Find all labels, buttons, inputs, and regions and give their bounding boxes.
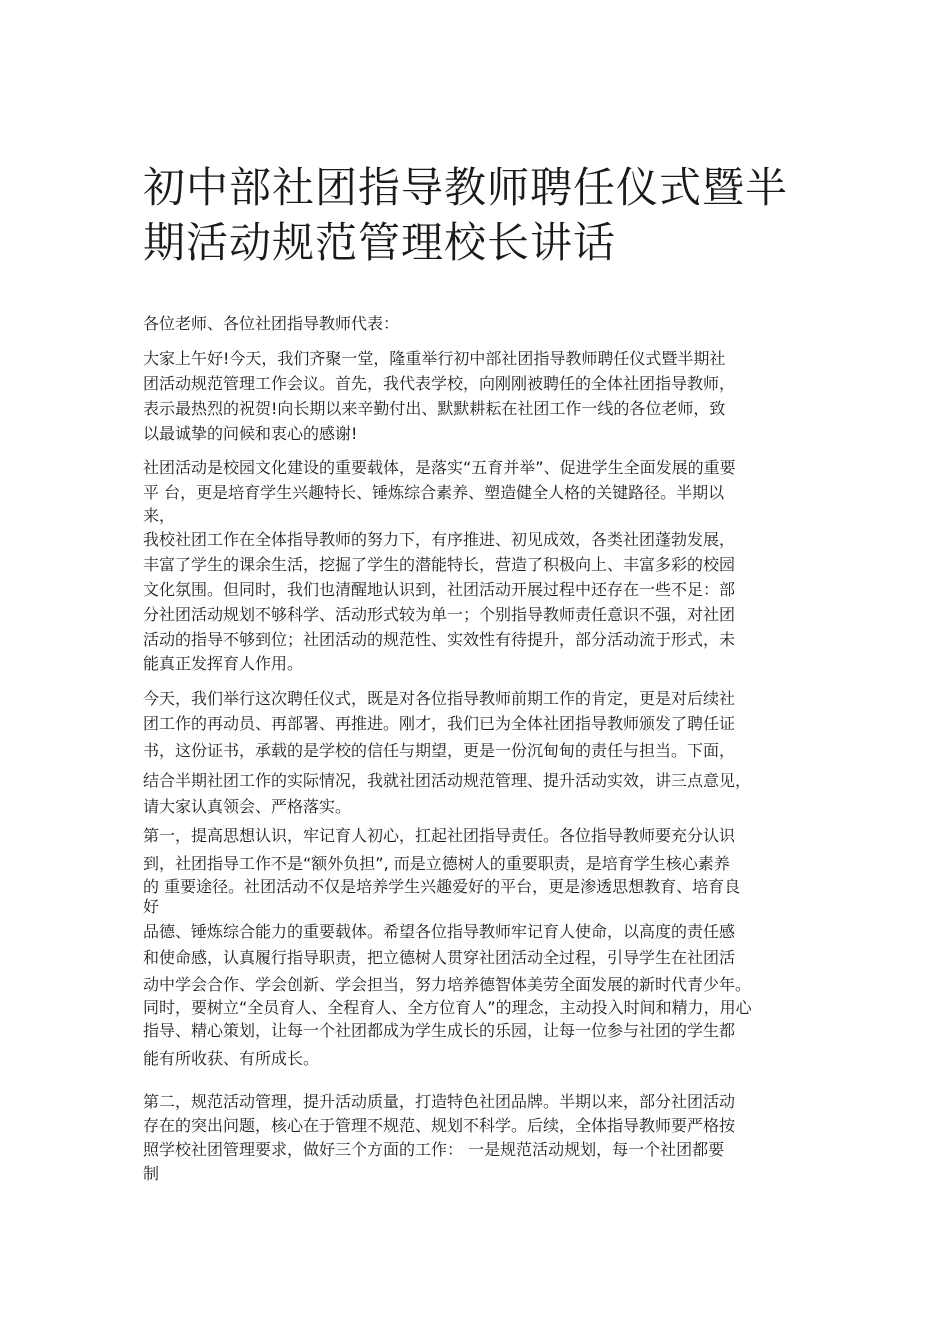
document-title xyxy=(143,160,823,270)
body-line: 同时，要树立“全员育人、全程育人、全方位育人”的理念，主动投入时间和精力，用心 xyxy=(143,998,752,1017)
body-line: 结合半期社团工作的实际情况，我就社团活动规范管理、提升活动实效，讲三点意见， xyxy=(143,771,752,790)
body-line: 到，社团指导工作不是“额外负担”, 而是立德树人的重要职责，是培育学生核心素养 xyxy=(143,854,730,873)
body-line: 第二，规范活动管理，提升活动质量，打造特色社团品牌。半期以来，部分社团活动 xyxy=(143,1092,736,1111)
body-line: 的 重要途径。社团活动不仅是培养学生兴趣爱好的平台，更是渗透思想教育、培育良 xyxy=(143,877,741,896)
body-line: 大家上午好!今天，我们齐聚一堂，隆重举行初中部社团指导教师聘任仪式暨半期社 xyxy=(143,349,726,368)
title-line-1: 初中部社团指导教师聘任仪式暨半 xyxy=(143,163,789,212)
body-line: 今天，我们举行这次聘任仪式，既是对各位指导教师前期工作的肯定，更是对后续社 xyxy=(143,689,736,708)
body-line: 照学校社团管理要求，做好三个方面的工作： 一是规范活动规划，每一个社团都要 xyxy=(143,1140,725,1159)
body-line: 社团活动是校园文化建设的重要载体，是落实“五育并举”、促进学生全面发展的重要 xyxy=(143,458,736,477)
body-line: 能有所收获、有所成长。 xyxy=(143,1049,320,1068)
body-line: 以最诚挚的问候和衷心的感谢! xyxy=(143,424,358,443)
body-line: 丰富了学生的课余生活，挖掘了学生的潜能特长，营造了积极向上、丰富多彩的校园 xyxy=(143,555,736,574)
body-line: 平 台，更是培育学生兴趣特长、锤炼综合素养、塑造健全人格的关键路径。半期以 xyxy=(143,483,725,502)
body-line: 存在的突出问题，核心在于管理不规范、规划不科学。后续，全体指导教师要严格按 xyxy=(143,1116,736,1135)
body-line: 请大家认真领会、严格落实。 xyxy=(143,797,352,816)
body-line: 团工作的再动员、再部署、再推进。刚才，我们已为全体社团指导教师颁发了聘任证 xyxy=(143,714,736,733)
body-line: 第一，提高思想认识，牢记育人初心，扛起社团指导责任。各位指导教师要充分认识 xyxy=(143,826,736,845)
body-line: 品德、锤炼综合能力的重要载体。希望各位指导教师牢记育人使命，以高度的责任感 xyxy=(143,922,736,941)
title-line-2: 期活动规范管理校长讲话 xyxy=(143,218,617,267)
body-line: 文化氛围。但同时，我们也清醒地认识到，社团活动开展过程中还存在一些不足：部 xyxy=(143,580,736,599)
body-line: 各位老师、各位社团指导教师代表： xyxy=(143,314,400,333)
body-line: 和使命感，认真履行指导职责，把立德树人贯穿社团活动全过程，引导学生在社团活 xyxy=(143,948,736,967)
body-line: 书，这份证书，承载的是学校的信任与期望，更是一份沉甸甸的责任与担当。下面， xyxy=(143,741,736,760)
body-line: 团活动规范管理工作会议。首先，我代表学校，向刚刚被聘任的全体社团指导教师， xyxy=(143,374,736,393)
body-line: 指导、精心策划，让每一个社团都成为学生成长的乐园，让每一位参与社团的学生都 xyxy=(143,1021,736,1040)
body-line: 能真正发挥育人作用。 xyxy=(143,654,304,673)
body-line: 动中学会合作、学会创新、学会担当，努力培养德智体美劳全面发展的新时代青少年。 xyxy=(143,975,752,994)
body-line: 我校社团工作在全体指导教师的努力下，有序推进、初见成效，各类社团蓬勃发展， xyxy=(143,530,736,549)
body-line: 分社团活动规划不够科学、活动形式较为单一；个别指导教师责任意识不强，对社团 xyxy=(143,605,736,624)
body-line: 制 xyxy=(143,1164,160,1183)
body-line: 好 xyxy=(143,897,160,916)
body-line: 活动的指导不够到位；社团活动的规范性、实效性有待提升，部分活动流于形式，未 xyxy=(143,630,736,649)
body-line: 来， xyxy=(143,506,176,525)
body-line: 表示最热烈的祝贺!向长期以来辛勤付出、默默耕耘在社团工作一线的各位老师，致 xyxy=(143,399,726,418)
